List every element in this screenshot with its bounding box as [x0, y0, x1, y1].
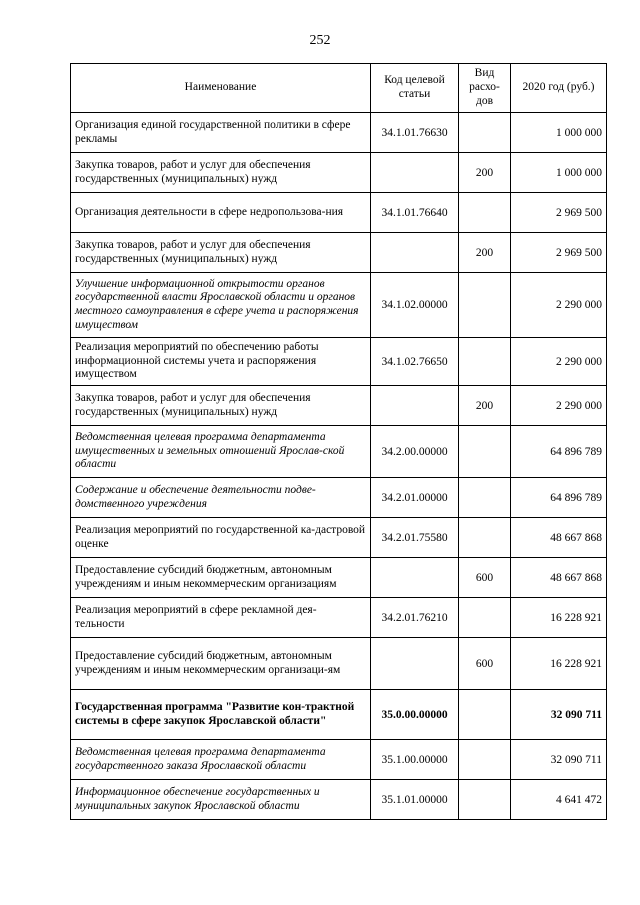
row-code: 35.1.01.00000: [371, 780, 459, 820]
row-amount: 32 090 711: [511, 740, 607, 780]
row-kind: 200: [459, 153, 511, 193]
row-name: Ведомственная целевая программа департамента государственного заказа Ярославской области: [71, 740, 371, 780]
header-amount: 2020 год (руб.): [511, 64, 607, 113]
row-kind: [459, 426, 511, 478]
row-amount: 32 090 711: [511, 690, 607, 740]
row-amount: 2 969 500: [511, 233, 607, 273]
row-code: 34.2.01.76210: [371, 598, 459, 638]
row-amount: 64 896 789: [511, 478, 607, 518]
row-amount: 2 290 000: [511, 338, 607, 386]
row-code: 34.1.01.76630: [371, 113, 459, 153]
row-kind: 200: [459, 233, 511, 273]
row-amount: 64 896 789: [511, 426, 607, 478]
row-amount: 2 290 000: [511, 273, 607, 338]
row-code: [371, 638, 459, 690]
table-row: [71, 478, 607, 518]
row-name: Ведомственная целевая программа департамента имущественных и земельных отношений Ярослав-ской области: [71, 426, 371, 478]
row-code: [371, 386, 459, 426]
row-code: 34.1.02.00000: [371, 273, 459, 338]
row-name: Реализация мероприятий по обеспечению работы информационной системы учета и распоряжения имуществом: [71, 338, 371, 386]
row-amount: 16 228 921: [511, 598, 607, 638]
table-row: [71, 233, 607, 273]
row-amount: 2 290 000: [511, 386, 607, 426]
table-body: [71, 113, 607, 820]
row-amount: 48 667 868: [511, 558, 607, 598]
row-name: Информационное обеспечение государственных и муниципальных закупок Ярославской области: [71, 780, 371, 820]
row-name: Закупка товаров, работ и услуг для обеспечения государственных (муниципальных) нужд: [71, 233, 371, 273]
row-kind: [459, 518, 511, 558]
row-code: 34.2.01.00000: [371, 478, 459, 518]
row-kind: [459, 780, 511, 820]
row-code: 34.1.01.76640: [371, 193, 459, 233]
header-name: Наименование: [71, 64, 371, 113]
row-kind: [459, 273, 511, 338]
header-code: Код целевой статьи: [371, 64, 459, 113]
row-amount: 16 228 921: [511, 638, 607, 690]
row-kind: [459, 740, 511, 780]
table-row: [71, 598, 607, 638]
row-kind: [459, 598, 511, 638]
row-name: Организация единой государственной политики в сфере рекламы: [71, 113, 371, 153]
header-kind: Вид расхо-дов: [459, 64, 511, 113]
row-name: Улучшение информационной открытости органов государственной власти Ярославской области и органов местного самоуправления в сфере учета и распоряжения имуществом: [71, 273, 371, 338]
table-row: [71, 426, 607, 478]
page-number: 252: [309, 33, 331, 48]
table-row: [71, 193, 607, 233]
row-amount: 4 641 472: [511, 780, 607, 820]
row-code: 35.1.00.00000: [371, 740, 459, 780]
table-row: [71, 638, 607, 690]
table-row: [71, 740, 607, 780]
row-amount: 1 000 000: [511, 113, 607, 153]
row-kind: [459, 338, 511, 386]
table-row: [71, 386, 607, 426]
row-code: [371, 153, 459, 193]
table-row: [71, 780, 607, 820]
row-kind: 600: [459, 558, 511, 598]
row-code: 35.0.00.00000: [371, 690, 459, 740]
table-row: [71, 558, 607, 598]
row-amount: 1 000 000: [511, 153, 607, 193]
row-kind: [459, 193, 511, 233]
row-code: [371, 558, 459, 598]
row-kind: [459, 478, 511, 518]
table-row: [71, 518, 607, 558]
table-row: [71, 690, 607, 740]
table-row: [71, 113, 607, 153]
row-name: Реализация мероприятий по государственной ка-дастровой оценке: [71, 518, 371, 558]
row-kind: 600: [459, 638, 511, 690]
table-header-row: [71, 64, 607, 113]
row-code: 34.2.00.00000: [371, 426, 459, 478]
row-name: Предоставление субсидий бюджетным, автономным учреждениям и иным некоммерческим организациям: [71, 558, 371, 598]
table-row: [71, 338, 607, 386]
row-code: 34.2.01.75580: [371, 518, 459, 558]
table-row: [71, 153, 607, 193]
row-name: Организация деятельности в сфере недропользова-ния: [71, 193, 371, 233]
row-amount: 2 969 500: [511, 193, 607, 233]
row-amount: 48 667 868: [511, 518, 607, 558]
row-name: Предоставление субсидий бюджетным, автономным учреждениям и иным некоммерческим организаци-ям: [71, 638, 371, 690]
row-name: Закупка товаров, работ и услуг для обеспечения государственных (муниципальных) нужд: [71, 153, 371, 193]
row-kind: [459, 690, 511, 740]
table-row: [71, 273, 607, 338]
row-name: Реализация мероприятий в сфере рекламной дея-тельности: [71, 598, 371, 638]
row-name: Содержание и обеспечение деятельности подве-домственного учреждения: [71, 478, 371, 518]
row-kind: [459, 113, 511, 153]
row-name: Закупка товаров, работ и услуг для обеспечения государственных (муниципальных) нужд: [71, 386, 371, 426]
budget-table: [70, 63, 607, 820]
row-name: Государственная программа "Развитие кон-трактной системы в сфере закупок Ярославской области": [71, 690, 371, 740]
row-kind: 200: [459, 386, 511, 426]
row-code: 34.1.02.76650: [371, 338, 459, 386]
row-code: [371, 233, 459, 273]
